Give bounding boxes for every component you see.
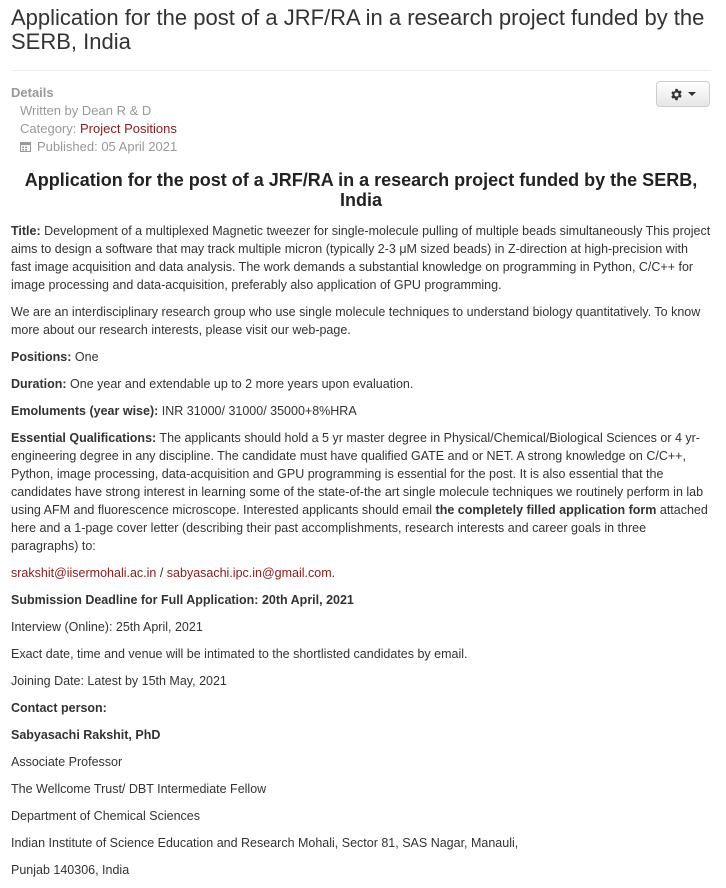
qualifications-paragraph [11, 429, 711, 555]
contact-fellow: The Wellcome Trust/ DBT Intermediate Fellow [11, 782, 267, 796]
category-row [11, 120, 177, 138]
written-by: Written by Dean R & D [20, 103, 152, 118]
contact-department: Department of Chemical Sciences [11, 809, 200, 823]
calendar-icon [20, 141, 31, 152]
duration-label: Duration: [11, 377, 67, 391]
published-date: Published: 05 April 2021 [37, 139, 178, 154]
gear-icon [670, 88, 683, 101]
title-paragraph [11, 222, 711, 294]
page-title: Application for the post of a JRF/RA in a research project funded by the SERB, India [11, 5, 705, 54]
emoluments-paragraph [11, 402, 711, 420]
title-text: Development of a multiplexed Magnetic tweezer for single-molecule pulling of multiple beads simultaneously This project aims to design a software that may track multiple micron (typically 2-3 μM sized beads) in Z-direction at high-precision with fast image acquisition and data analysis. The work demands a substantial knowledge on programming in Python, C/C++ for image processing and data-acquisition, preferably also application of GPU programming. [11, 224, 711, 292]
email-separator: / [156, 566, 167, 580]
deadline-paragraph [11, 591, 711, 609]
emoluments-label: Emoluments (year wise): [11, 404, 159, 418]
article-body [11, 170, 711, 888]
emoluments-value: INR 31000/ 31000/ 35000+8%HRA [158, 404, 357, 418]
positions-label: Positions: [11, 350, 72, 364]
joining-paragraph: Joining Date: Latest by 15th May, 2021 [11, 674, 227, 688]
email-end: . [331, 566, 336, 580]
published-row [11, 138, 177, 156]
duration-value: One year and extendable up to 2 more years upon evaluation. [66, 377, 414, 391]
email-paragraph [11, 564, 711, 582]
positions-value: One [71, 350, 99, 364]
category-label: Category: [20, 121, 77, 136]
exact-date-paragraph: Exact date, time and venue will be intimated to the shortlisted candidates by email. [11, 647, 468, 661]
contact-city: Punjab 140306, India [11, 863, 130, 877]
email-link-1[interactable]: srakshit@iisermohali.ac.in [11, 566, 157, 580]
chevron-down-icon [688, 92, 696, 96]
duration-paragraph [11, 375, 711, 393]
content-heading: Application for the post of a JRF/RA in a research project funded by the SERB, India [24, 170, 698, 210]
deadline-text: Submission Deadline for Full Application: 20th April, 2021 [11, 593, 354, 607]
contact-name-paragraph [11, 726, 711, 744]
intro-paragraph: We are an interdisciplinary research group who use single molecule techniques to understand biology quantitatively. To know more about our research interests, please visit our web-page. [11, 305, 701, 337]
positions-paragraph [11, 348, 711, 366]
qualifications-bold: the completely filled application form [435, 503, 657, 517]
details-heading: Details [11, 85, 54, 100]
title-label: Title: [11, 224, 41, 238]
qualifications-text-1: The applicants should hold a 5 yr master degree in Physical/Chemical/Biological Sciences or 4 yr-engineering degree in any discipline. The candidate must have qualified GATE and or NET. A strong knowledge on C/C++, Python, image processing, data-acquisition and GPU programming is essential for the post. It is also essential that the candidates have strong interest in learning some of the state-of-the art single molecule techniques we routinely perform in lab using AFM and fluorescence microscope. Interested applicants should email [11, 431, 704, 517]
article-details [11, 84, 177, 156]
email-link-2[interactable]: sabyasachi.ipc.in@gmail.com [166, 566, 332, 580]
contact-label: Contact person: [11, 701, 107, 715]
contact-paragraph [11, 699, 711, 717]
title-divider [11, 70, 711, 71]
qualifications-label: Essential Qualifications: [11, 431, 157, 445]
contact-title: Associate Professor [11, 755, 123, 769]
qualifications-text-2: attached here and a 1-page cover letter (describing their past accomplishments, research interests and career goals in three paragraphs) to: [11, 503, 708, 553]
contact-institute: Indian Institute of Science Education and Research Mohali, Sector 81, SAS Nagar, Manauli, [11, 836, 519, 850]
interview-paragraph: Interview (Online): 25th April, 2021 [11, 620, 203, 634]
article-tools-button[interactable] [656, 81, 710, 107]
category-link[interactable]: Project Positions [80, 121, 177, 136]
contact-name: Sabyasachi Rakshit, PhD [11, 728, 161, 742]
